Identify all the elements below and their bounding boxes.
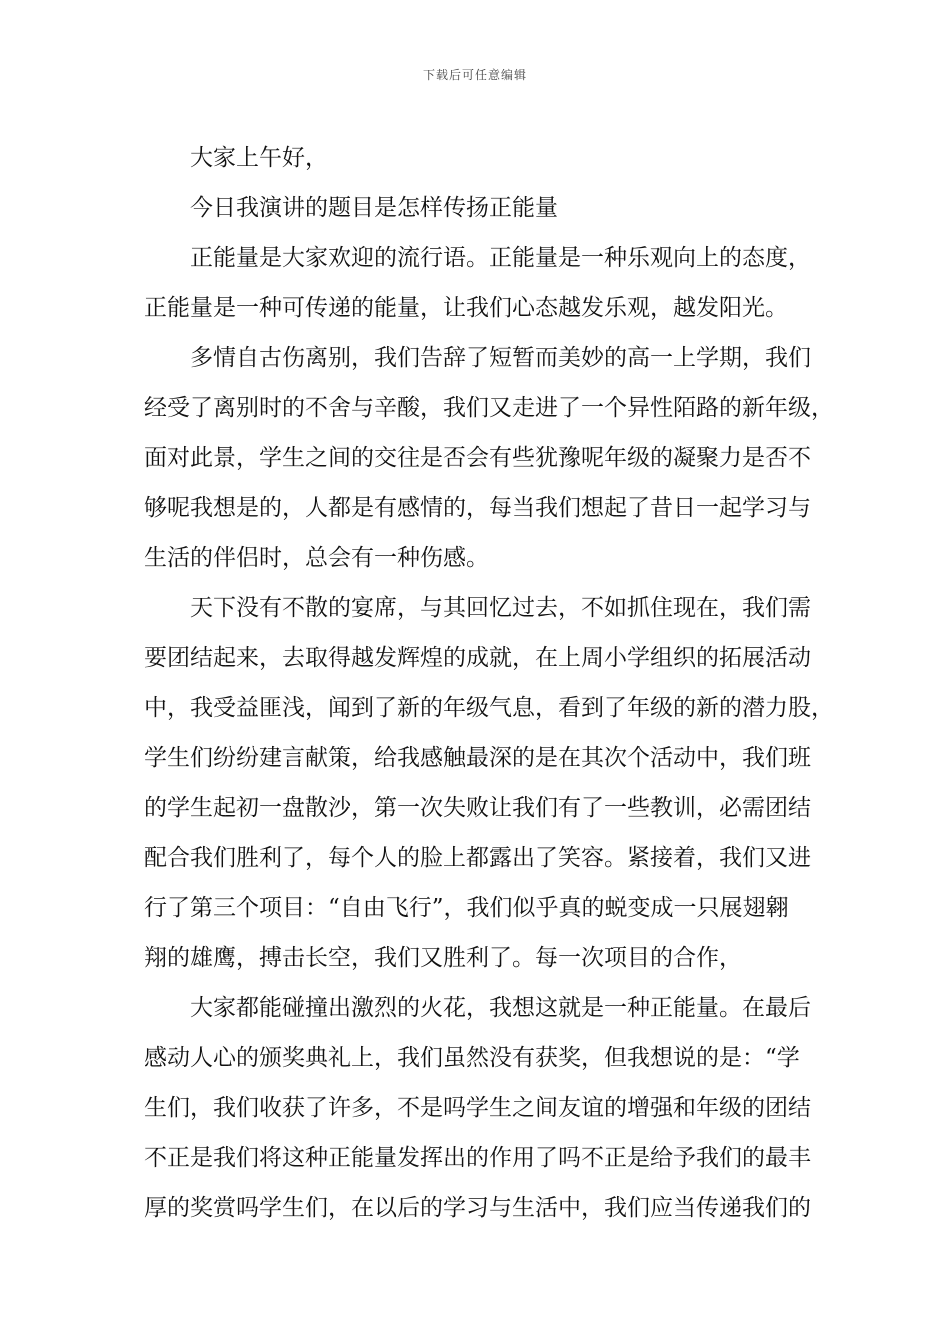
text-line: 感动人心的颁奖典礼上，我们虽然没有获奖，但我想说的是：“学 <box>144 1045 800 1071</box>
text-line: 中，我受益匪浅，闻到了新的年级气息，看到了年级的新的潜力股， <box>144 695 834 721</box>
text-line: 生活的伴侣时，总会有一种伤感。 <box>144 545 489 571</box>
text-line: 行了第三个项目：“自由飞行”，我们似乎真的蜕变成一只展翅翱 <box>144 895 789 921</box>
paragraph-awards <box>144 983 811 1233</box>
text-line: 面对此景，学生之间的交往是否会有些犹豫呢年级的凝聚力是否不 <box>144 445 811 471</box>
text-line: 正能量是一种可传递的能量，让我们心态越发乐观，越发阳光。 <box>144 295 788 321</box>
text-line: 正能量是大家欢迎的流行语。正能量是一种乐观向上的态度， <box>190 245 811 271</box>
text-line: 翔的雄鹰，搏击长空，我们又胜利了。每一次项目的合作， <box>144 945 742 971</box>
text-line: 今日我演讲的题目是怎样传扬正能量 <box>190 195 558 221</box>
text-line: 的学生起初一盘散沙，第一次失败让我们有了一些教训，必需团结 <box>144 795 811 821</box>
text-line: 大家都能碰撞出激烈的火花，我想这就是一种正能量。在最后 <box>190 995 811 1021</box>
text-line: 厚的奖赏吗学生们，在以后的学习与生活中，我们应当传递我们的 <box>144 1195 811 1221</box>
text-line: 学生们纷纷建言献策，给我感触最深的是在其次个活动中，我们班 <box>144 745 811 771</box>
text-line: 大家上午好， <box>190 145 328 171</box>
text-line: 经受了离别时的不舍与辛酸，我们又走进了一个异性陌路的新年级， <box>144 395 834 421</box>
text-line: 多情自古伤离别，我们告辞了短暂而美妙的高一上学期，我们 <box>190 345 811 371</box>
text-line: 生们，我们收获了许多，不是吗学生之间友谊的增强和年级的团结 <box>144 1095 811 1121</box>
paragraph-topic <box>144 183 804 233</box>
paragraph-activities <box>144 583 834 983</box>
paragraph-greeting <box>144 133 804 183</box>
text-line: 配合我们胜利了，每个人的脸上都露出了笑容。紧接着，我们又进 <box>144 845 811 871</box>
document-body <box>144 133 834 1233</box>
text-line: 要团结起来，去取得越发辉煌的成就，在上周小学组织的拓展活动 <box>144 645 811 671</box>
text-line: 不正是我们将这种正能量发挥出的作用了吗不正是给予我们的最丰 <box>144 1145 811 1171</box>
paragraph-definition <box>144 233 811 333</box>
page-header: 下载后可任意编辑 <box>422 68 527 82</box>
text-line: 够呢我想是的，人都是有感情的，每当我们想起了昔日一起学习与 <box>144 495 811 521</box>
text-line: 天下没有不散的宴席，与其回忆过去，不如抓住现在，我们需 <box>190 595 811 621</box>
paragraph-farewell <box>144 333 834 583</box>
